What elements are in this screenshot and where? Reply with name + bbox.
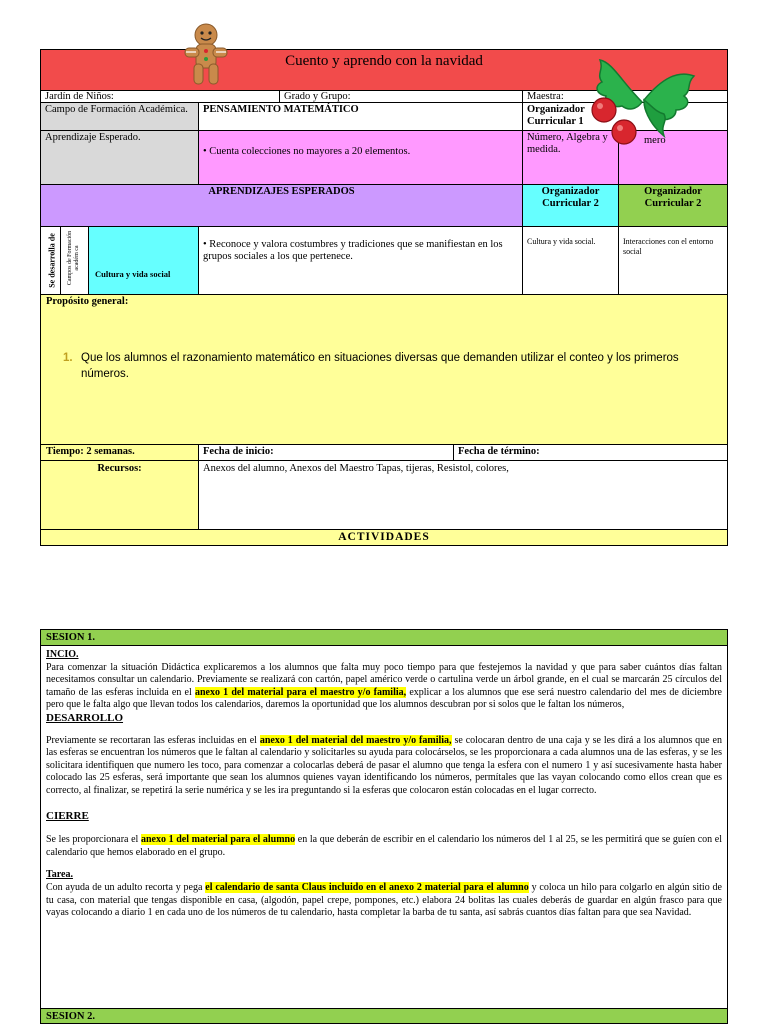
proposito-item	[63, 350, 723, 382]
fecha-inicio-label: Fecha de inicio:	[203, 446, 274, 457]
sesion1-header	[40, 629, 728, 646]
fecha-inicio-cell	[198, 444, 454, 461]
tarea-highlight: el calendario de santa Claus incluido en el anexo 2 material para el alumno	[205, 881, 529, 893]
inicio-heading: INCIO.	[46, 649, 79, 660]
grado-label: Grado y Grupo:	[284, 91, 351, 102]
aprend-text-cell	[198, 130, 523, 185]
area-cell	[88, 226, 199, 295]
aprend-text: • Cuenta colecciones no mayores a 20 elementos.	[203, 146, 411, 157]
area-label: Cultura y vida social	[95, 269, 171, 279]
campo-label-cell	[40, 102, 199, 131]
page-title: Cuento y aprendo con la navidad	[285, 53, 483, 69]
desarrollo-heading: DESARROLLO	[46, 711, 124, 724]
pensamiento-matematico: PENSAMIENTO MATEMÁTICO	[203, 104, 359, 115]
gingerbread-man-icon	[183, 22, 229, 88]
org2a-cell	[522, 184, 619, 227]
recursos-cell	[198, 460, 728, 530]
aprend-label-cell	[40, 130, 199, 185]
aprend-label: Aprendizaje Esperado.	[45, 132, 141, 143]
side-small-cell	[60, 226, 89, 295]
jardin-label: Jardín de Niños:	[45, 91, 114, 102]
pensamiento-cell	[198, 102, 523, 131]
side-label-cell	[40, 226, 61, 295]
cierre-highlight: anexo 1 del material para el alumno	[140, 834, 296, 846]
cultura-org-cell	[522, 226, 619, 295]
desarrollo-paragraph	[46, 735, 722, 798]
cierre-paragraph	[46, 834, 722, 859]
actividades-cell	[40, 529, 728, 546]
proposito-text: Que los alumnos el razonamiento matemático en situaciones diversas que demanden utilizar el conteo y los primeros números.	[81, 352, 679, 380]
desarrollo-text-a: Previamente se recortaran las esferas incluidas en el	[46, 734, 260, 746]
desarrollo-highlight: anexo 1 del material del maestro y/o familia,	[259, 734, 452, 746]
aprendizajes-title-cell	[40, 184, 523, 227]
interacciones-org: Interacciones con el entorno social	[623, 237, 714, 256]
sesion1-body	[40, 645, 728, 1009]
side-label: Se desarrolla de	[47, 233, 57, 288]
inicio-text-b: explicar a los alumnos que ese será nuestro calendario del mes de diciembre pero que le falta algo que llevan todos los calendarios, daremos la oportunidad que los alumnos descubran por si solos que le faltan los números,	[46, 686, 722, 711]
fecha-termino-cell	[453, 444, 728, 461]
org2b-title: Organizador Curricular 2	[644, 186, 702, 209]
sesion2-header	[40, 1008, 728, 1024]
org-values: Número, Algebra y medida.	[527, 132, 608, 155]
maestra-label: Maestra:	[527, 91, 564, 102]
org2b-cell	[618, 184, 728, 227]
sesion1-title: SESION 1.	[46, 632, 96, 643]
inicio-highlight: anexo 1 del material para el maestro y/o familia,	[194, 686, 407, 698]
interacciones-cell	[618, 226, 728, 295]
aprendizajes-title: APRENDIZAJES ESPERADOS	[208, 186, 355, 197]
holly-leaves-icon	[582, 52, 702, 148]
tarea-paragraph	[46, 882, 722, 920]
org1-title: Organizador Curricular 1	[527, 104, 585, 127]
proposito-number: 1.	[63, 352, 73, 364]
proposito-label: Propósito general:	[46, 296, 129, 307]
fecha-termino-label: Fecha de término:	[458, 446, 540, 457]
inicio-text-a: Para comenzar la situación Didáctica explicaremos a los alumnos que falta muy poco tiempo para que festejemos la navidad y que para saber cuántos días faltan necesitamos consultar un calendario. Previamente se realizará con cartón, papel américo verde o cartulina verde un árbol grande, en el cual se marcarán 25 círculos del tamaño de las esferas incluida en el	[46, 661, 722, 698]
cultura-text-cell	[198, 226, 523, 295]
side-small: Campos de Formación académ ca	[67, 230, 80, 286]
tiempo-cell	[40, 444, 199, 461]
recursos-label-cell	[40, 460, 199, 530]
org1-partial: mero	[644, 135, 666, 146]
desarrollo-text-b: se colocaran dentro de una caja y se les dirá a los alumnos que en las esferas se encuentran los números que le faltan al calendario y solicitarles su ayuda para colocárselos, se les proporcionara a cada alumnos una de las esferas, y se les solicitara identifiquen que numero les toco, para comenzar a colocarlas deberá de pasar el alumno que tenga la esfera con el numero 1 y así sucesivamente hasta haber colocado las 25 esferas, será importante que sean los alumnos quienes vayan identificando los números, permítales que las vayan colocando como ellos crean que es correcto, al finalizar, se repetirá la serie numérica y se les ira preguntando si la esferas que colocaron están colocadas en el lugar correcto.	[46, 734, 722, 796]
recursos-label: Recursos:	[97, 463, 142, 474]
cultura-text: • Reconoce y valora costumbres y tradiciones que se manifiestan en los grupos sociales a los que pertenece.	[203, 239, 503, 262]
tarea-text-b: y coloca un hilo para colgarlo en algún sitio de tu casa, con material que tengas disponible en casa, (algodón, papel crepe, pompones, etc.) elabora 24 bolitas las cuales deberás de guardar en algún frasco para que vayas colocando a diario 1 en cada uno de los números de tu calendario, hasta completar la barba de tu santa, así sabrás cuantos días faltan para que sea Navidad.	[46, 881, 722, 919]
cierre-heading: CIERRE	[46, 809, 89, 822]
inicio-paragraph	[46, 662, 722, 712]
recursos-text: Anexos del alumno, Anexos del Maestro Tapas, tijeras, Resistol, colores,	[203, 463, 509, 474]
cierre-text-a: Se les proporcionara el	[46, 834, 141, 846]
tarea-text-a: Con ayuda de un adulto recorta y pega	[46, 881, 206, 893]
cierre-text-b: en la que deberán de escribir en el calendario los números del 1 al 25, se les permitirá que se guíen con el calendario que hemos elaborado en el grupo.	[46, 834, 723, 858]
cultura-org: Cultura y vida social.	[527, 237, 596, 246]
campo-label: Campo de Formación Académica.	[45, 104, 188, 115]
proposito-cell	[40, 294, 728, 445]
actividades-title: ACTIVIDADES	[338, 531, 430, 543]
tarea-heading: Tarea.	[46, 869, 73, 881]
sesion2-title: SESION 2.	[46, 1011, 96, 1022]
org2a-title: Organizador Curricular 2	[541, 186, 600, 209]
tiempo-label: Tiempo: 2 semanas.	[46, 446, 135, 457]
